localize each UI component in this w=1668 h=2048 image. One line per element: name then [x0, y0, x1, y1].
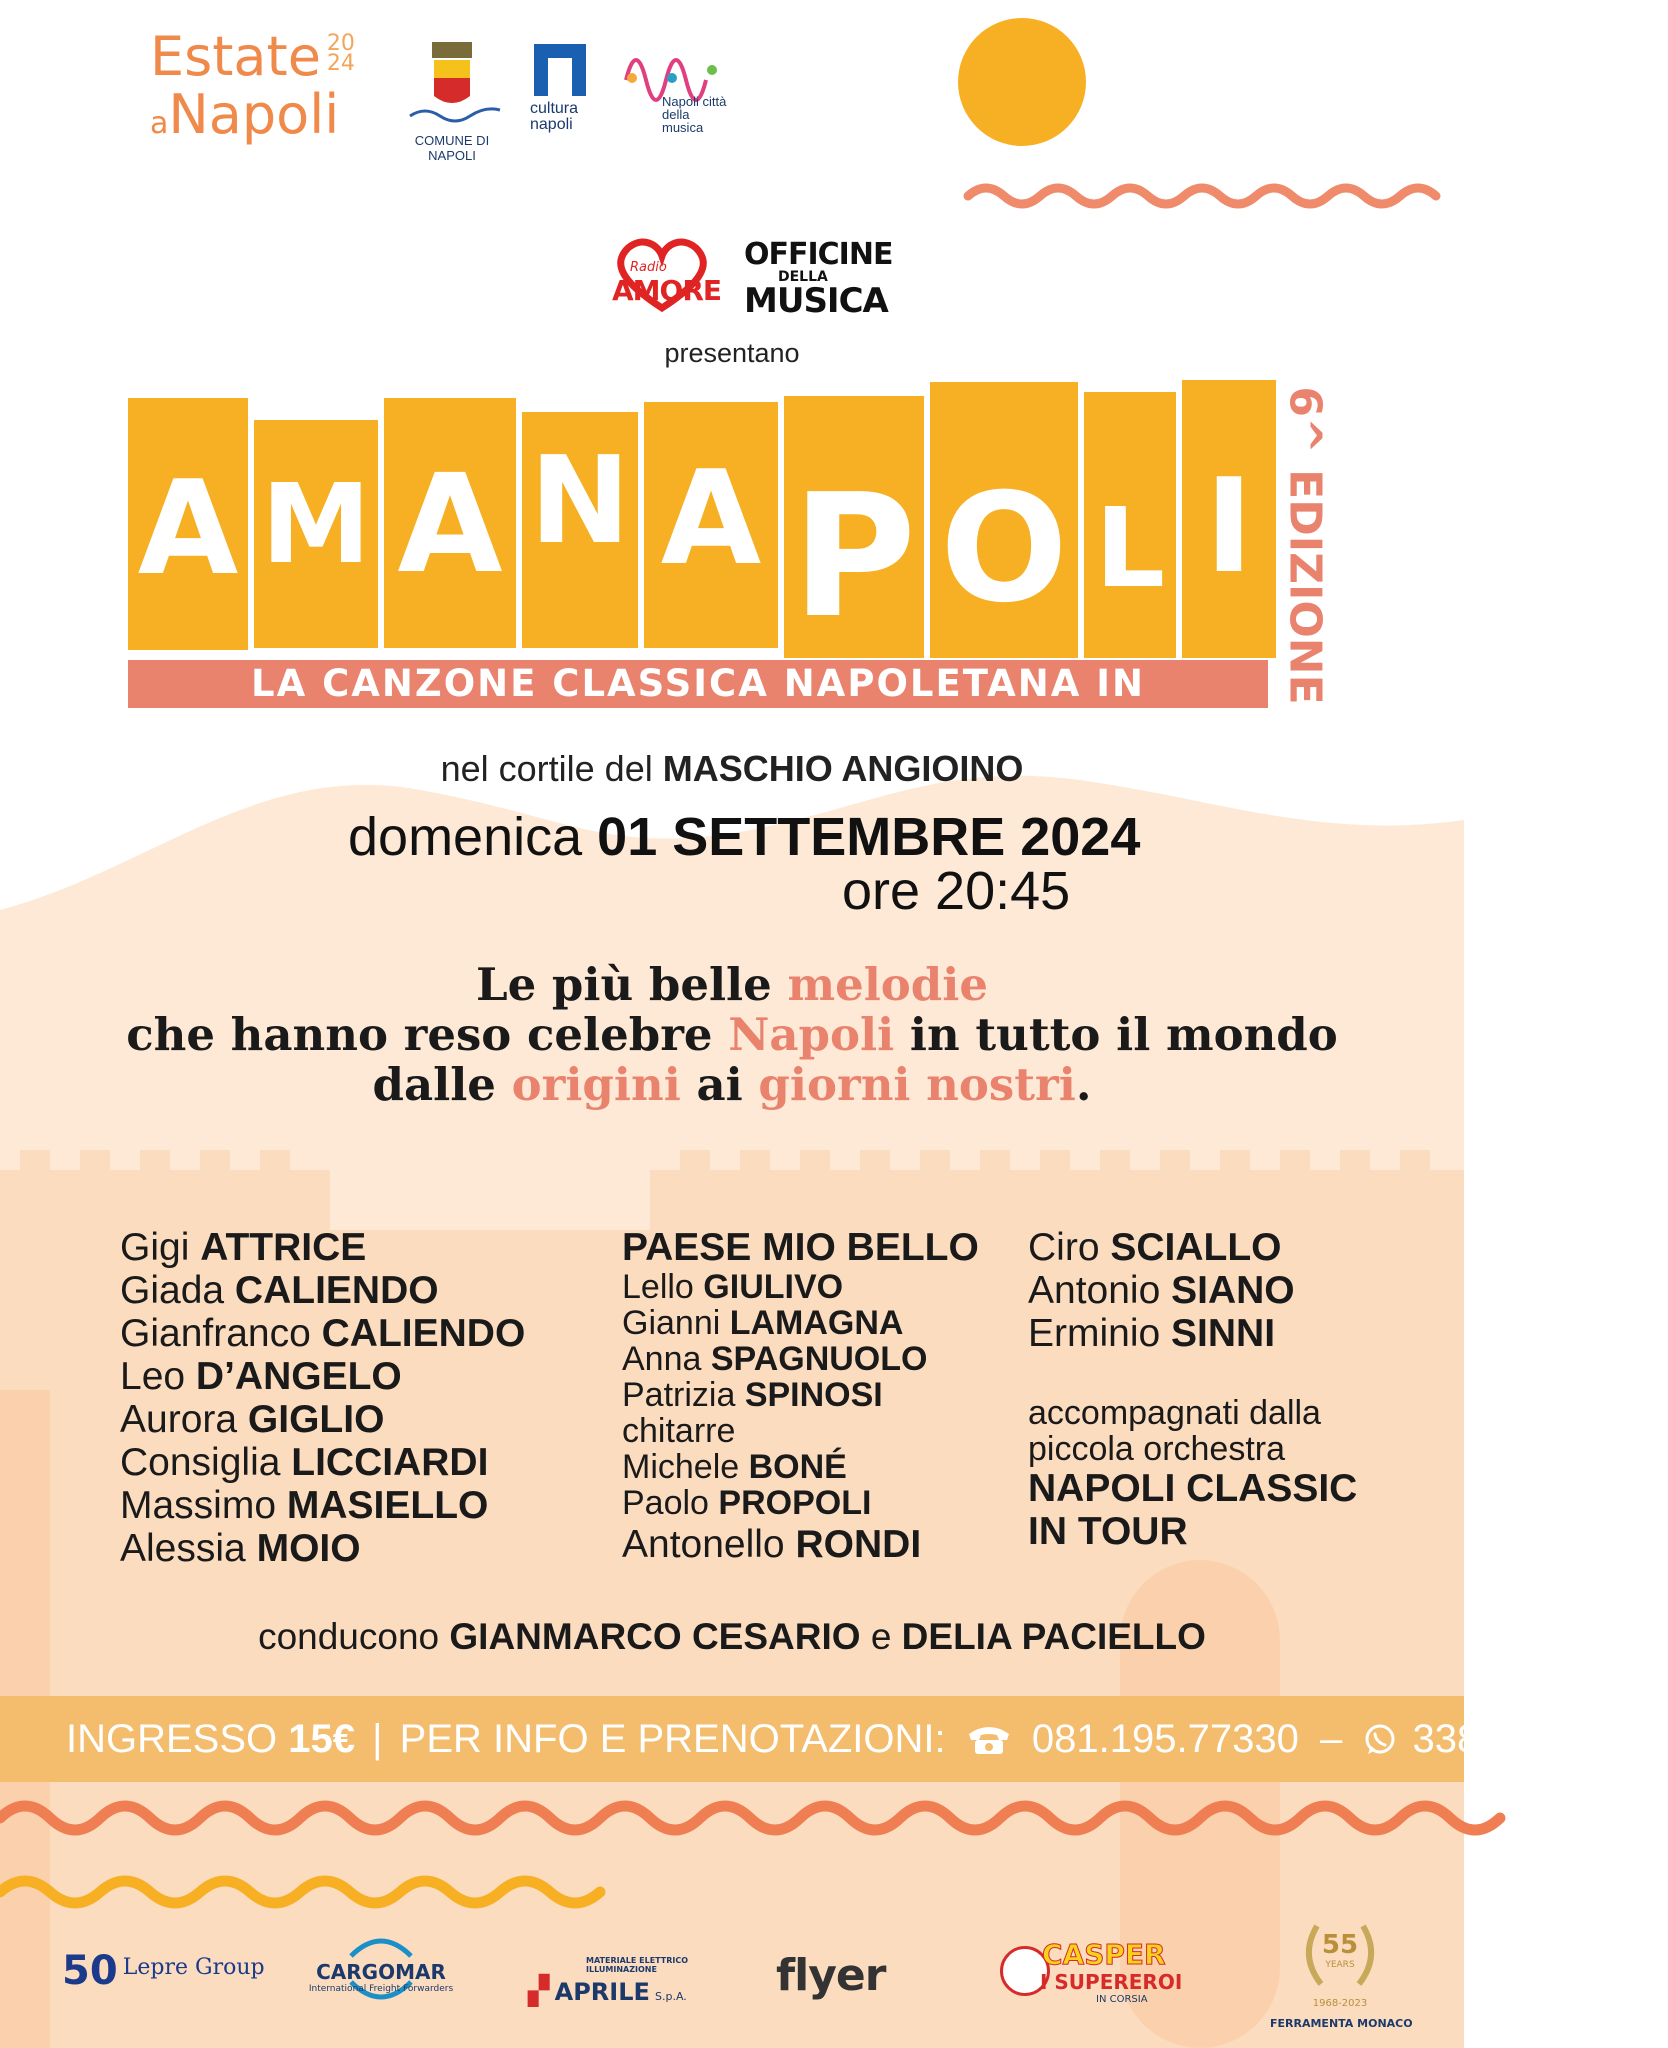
amanapoli-title	[0, 0, 1464, 720]
orchestra-line1: NAPOLI CLASSIC	[1028, 1467, 1358, 1510]
cast-column-3	[1028, 1226, 1357, 1553]
cast-row	[622, 1485, 979, 1521]
hosts-line	[0, 1616, 1464, 1658]
orchestra-line2: IN TOUR	[1028, 1510, 1188, 1553]
title-letter-8: L	[1094, 484, 1166, 612]
tagline-l1-a: Le più belle	[475, 958, 772, 1011]
estate-year-bottom: 24	[326, 51, 355, 76]
cast-row	[622, 1341, 979, 1377]
ingresso-label: INGRESSO	[66, 1717, 278, 1761]
whatsapp-icon	[1363, 1723, 1397, 1757]
monaco-name: FERRAMENTA MONACO	[1270, 2017, 1413, 2030]
cast-first: Massimo	[120, 1484, 277, 1527]
title-tile-2	[254, 420, 378, 648]
estate-year-top: 20	[326, 31, 355, 56]
ingresso-price: 15€	[288, 1717, 356, 1761]
title-letter-5: A	[660, 442, 762, 594]
info-band-text	[66, 1696, 1668, 1782]
cast-row	[1028, 1269, 1357, 1312]
date-value: 01 SETTEMBRE 2024	[597, 807, 1141, 867]
presentano-text: presentano	[664, 338, 800, 368]
event-time: ore 20:45	[842, 861, 1071, 921]
title-tile-9	[1182, 380, 1276, 658]
cast-row	[120, 1398, 525, 1441]
info-label: PER INFO E PRENOTAZIONI:	[399, 1717, 946, 1761]
cast-last: ATTRICE	[200, 1226, 367, 1269]
cast-last: GIGLIO	[247, 1398, 385, 1441]
monaco-range: 1968-2023	[1312, 1998, 1368, 2009]
casper-l2: I SUPEREROI	[1040, 1970, 1183, 1994]
host-1: GIANMARCO CESARIO	[449, 1616, 861, 1657]
tagline-l1-b: melodie	[787, 958, 988, 1011]
title-tile-6	[784, 396, 924, 658]
event-date	[348, 806, 1140, 868]
accompagnati-line2: piccola orchestra	[1028, 1430, 1286, 1468]
cast-first: Gigi	[120, 1226, 190, 1269]
comune-label: COMUNE DI NAPOLI	[414, 133, 490, 163]
aprile-suffix: S.p.A.	[655, 1990, 687, 2003]
title-letter-4: N	[529, 432, 631, 571]
casper-l1: CASPER	[1042, 1938, 1166, 1971]
mobile-number[interactable]: 338.15.03.167	[1412, 1717, 1668, 1761]
tagline-l3-e: .	[1075, 1058, 1092, 1111]
title-letter-1: A	[137, 452, 239, 604]
cast-last: PROPOLI	[718, 1484, 872, 1522]
sponsor-cargomar	[306, 1930, 456, 1994]
cast-first: Lello	[622, 1268, 694, 1306]
cast-last: D’ANGELO	[195, 1355, 402, 1398]
sponsor-monaco	[1270, 1912, 1413, 2030]
estate-napoli: Napoli	[168, 83, 340, 146]
aprile-top-1: MATERIALE ELETTRICO	[586, 1956, 689, 1965]
cast-first: Antonio	[1028, 1269, 1161, 1312]
title-letter-9: I	[1204, 450, 1254, 602]
cast-first: Leo	[120, 1355, 186, 1398]
sponsor-lepre	[62, 1948, 265, 1994]
cast-last: BONÉ	[748, 1448, 847, 1486]
title-tile-3	[384, 398, 516, 648]
cast-first: Ciro	[1028, 1226, 1100, 1269]
cargomar-name: CARGOMAR	[316, 1960, 446, 1984]
cast-row	[622, 1269, 979, 1305]
cast-last: SPINOSI	[744, 1376, 883, 1414]
info-band	[0, 1696, 1668, 1782]
subtitle-text: LA CANZONE CLASSICA NAPOLETANA IN CONCERTO	[251, 662, 1145, 753]
cast-last: SIANO	[1171, 1269, 1295, 1312]
cast-first: Gianni	[622, 1304, 721, 1342]
cast-first: Aurora	[120, 1398, 238, 1441]
cast-first: Consiglia	[120, 1441, 281, 1484]
hosts-prefix: conducono	[258, 1616, 440, 1657]
cast-last: LICCIARDI	[291, 1441, 489, 1484]
lepre-name: Lepre Group	[122, 1955, 265, 1980]
aprile-row	[528, 1974, 687, 2007]
chitarre-label: chitarre	[622, 1412, 736, 1450]
tagline-line-3	[0, 1060, 1464, 1110]
cast-first: Giada	[120, 1269, 225, 1312]
cast-first: Michele	[622, 1448, 740, 1486]
band-dash: –	[1319, 1717, 1343, 1761]
monaco-years: 55	[1321, 1930, 1359, 1960]
cast-first: Patrizia	[622, 1376, 736, 1414]
cast-last: LAMAGNA	[729, 1304, 904, 1342]
tagline	[0, 960, 1464, 1110]
title-tile-7	[930, 382, 1078, 658]
cast-last: CALIENDO	[234, 1269, 439, 1312]
title-letter-6: P	[791, 458, 917, 656]
cast-first: Anna	[622, 1340, 702, 1378]
tagline-l2-b: Napoli	[728, 1008, 895, 1061]
cast-row	[1028, 1312, 1357, 1355]
cast-row	[120, 1226, 525, 1269]
title-letter-3: A	[397, 446, 503, 604]
cast-last: SPAGNUOLO	[710, 1340, 928, 1378]
citta-citta: città	[702, 94, 727, 109]
cast-row	[622, 1377, 979, 1413]
venue-line	[0, 748, 1464, 790]
tagline-l3-d: giorni nostri	[758, 1058, 1076, 1111]
tagline-line-2	[0, 1010, 1464, 1060]
lepre-num: 50	[62, 1948, 118, 1994]
title-tile-1	[128, 398, 248, 650]
amore-label: AMORE	[612, 274, 722, 307]
cast-first: Antonello	[622, 1523, 785, 1566]
edizione-text: 6^ EDIZIONE	[1279, 386, 1331, 705]
tagline-l2-a: che hanno reso celebre	[126, 1008, 713, 1061]
cast-column-1	[120, 1226, 525, 1570]
citta-della: della	[662, 107, 690, 122]
casper-l3: IN CORSIA	[1096, 1994, 1148, 2005]
cast-row	[120, 1269, 525, 1312]
title-tile-5	[644, 402, 778, 648]
cargomar-tag: International Freight Forwarders	[308, 1984, 454, 1994]
cast-first: Erminio	[1028, 1312, 1161, 1355]
tagline-l3-a: dalle	[372, 1058, 496, 1111]
tagline-l3-b: origini	[511, 1058, 681, 1111]
cast-first: Alessia	[120, 1527, 246, 1570]
cast-row	[1028, 1226, 1357, 1269]
venue-name: MASCHIO ANGIOINO	[662, 748, 1024, 789]
aprile-name: APRILE	[554, 1978, 650, 2006]
band-separator: |	[372, 1717, 383, 1761]
cast-row	[120, 1355, 525, 1398]
radio-label: Radio	[630, 260, 667, 275]
aprile-top	[586, 1956, 688, 1974]
tagline-line-1	[0, 960, 1464, 1010]
cast-last: MOIO	[256, 1527, 361, 1570]
group-name: PAESE MIO BELLO	[622, 1226, 979, 1269]
hosts-and: e	[870, 1616, 892, 1657]
aprile-top-2: ILLUMINAZIONE	[586, 1965, 657, 1974]
sponsor-flyer: flyer	[776, 1950, 886, 2001]
cast-row	[120, 1484, 525, 1527]
cast-row	[622, 1305, 979, 1341]
title-letter-2: M	[261, 460, 371, 588]
tagline-l2-c: in tutto il mondo	[909, 1008, 1338, 1061]
estate-word: Estate	[150, 25, 321, 88]
date-prefix: domenica	[348, 807, 583, 867]
cast-row	[120, 1441, 525, 1484]
subtitle-bar	[128, 660, 1268, 753]
citta-musica: musica	[662, 120, 704, 135]
cast-row	[120, 1312, 525, 1355]
spacer	[1028, 1355, 1357, 1395]
cast-last: SINNI	[1171, 1312, 1276, 1355]
cast-last: SCIALLO	[1110, 1226, 1282, 1269]
venue-prefix: nel cortile del	[440, 748, 653, 789]
title-tile-4	[522, 412, 638, 648]
cast-first: Gianfranco	[120, 1312, 311, 1355]
title-letter-7: O	[940, 462, 1068, 636]
cast-row	[622, 1449, 979, 1485]
cultura-line1: cultura	[530, 100, 579, 117]
officine-line1: OFFICINE	[744, 237, 893, 272]
cast-row	[622, 1521, 979, 1569]
officine-line2: DELLA	[778, 269, 828, 285]
cast-last: MASIELLO	[286, 1484, 489, 1527]
edizione-label	[1275, 385, 1335, 715]
host-2: DELIA PACIELLO	[901, 1616, 1206, 1657]
tagline-l3-c: ai	[696, 1058, 743, 1111]
cast-last: GIULIVO	[703, 1268, 844, 1306]
title-tile-8	[1084, 392, 1176, 658]
cast-column-2	[622, 1226, 979, 1569]
cast-first: Paolo	[622, 1484, 709, 1522]
cast-last: CALIENDO	[321, 1312, 526, 1355]
cast-last: RONDI	[795, 1523, 922, 1566]
estate-a: a	[150, 106, 169, 141]
phone-number[interactable]: 081.195.77330	[1031, 1717, 1299, 1761]
phone-icon	[965, 1722, 1013, 1756]
cultura-line2: napoli	[530, 116, 573, 133]
aprile-mark-icon: ▞	[528, 1974, 550, 2007]
citta-napoli: Napoli	[662, 94, 699, 109]
sponsor-aprile	[528, 1956, 687, 2007]
officine-line3: MUSICA	[744, 281, 888, 321]
accompagnati-line1: accompagnati dalla	[1028, 1394, 1321, 1432]
monaco-years-label: YEARS	[1325, 1960, 1355, 1970]
cast-row	[120, 1527, 525, 1570]
